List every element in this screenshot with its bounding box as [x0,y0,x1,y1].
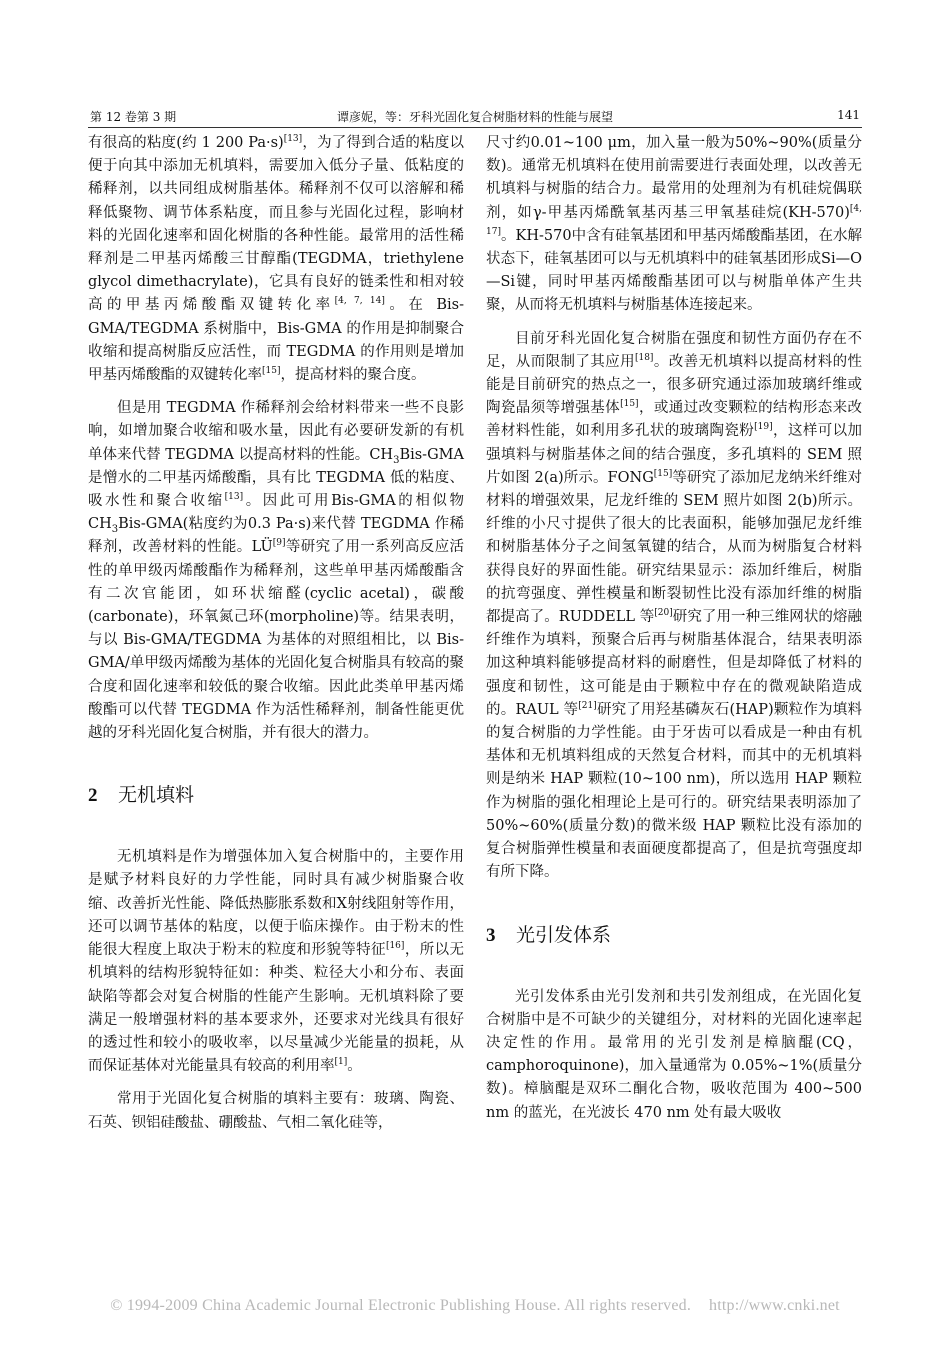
citation: [19] [754,422,773,433]
running-title: 谭彦妮，等：牙科光固化复合树脂材料的性能与展望 [336,110,613,124]
journal-issue: 第 12 卷第 3 期 [90,110,177,124]
citation: [9] [272,538,286,549]
page-number: 141 [837,108,860,122]
section-heading: 3 光引发体系 [486,923,612,946]
citation: [21] [578,701,597,712]
citation: [13] [283,134,303,145]
citation: [4, 7, 14] [334,296,385,307]
footer-url[interactable]: http://www.cnki.net [709,1297,840,1314]
citation: [1] [334,1057,348,1068]
citation: [13] [224,492,244,503]
citation: [15] [653,469,673,480]
copyright-text: © 1994-2009 China Academic Journal Electronic Publishing House. All rights reserved. [110,1297,692,1314]
right-column [486,132,862,1125]
paragraph: 但是用 TEGDMA 作稀释剂会给材料带来一些不良影响，如增加聚合收缩和吸水量，因此有必要研发新的有机单体来代替 TEGDMA 以提高材料的性能。$CH_3Bis$-GMA 是憎水的二甲基丙烯酸酯，具有比 TEGDMA 低的粘度、吸水性和聚合收缩[13]。因此可用Bis-GMA的相似物$CH_3Bis-GMA$(粘度约为0.3 Pa·s)来代替 TEGDMA 作稀释剂，改善材料的性能。LÜ[9]等研究了用一系列高反应活性的单甲级丙烯酸酯作为稀释剂，这些单甲基丙烯酸酯含有二次官能团，如环状缩醛(cyclic acetal)，碳酸(carbonate)，环氧氮己环(morpholine)等。结果表明，与以 Bis-GMA/TEGDMA 为基体的对照组相比，以 Bis-GMA/单甲级丙烯酸为基体的光固化复合树脂具有较高的聚合度和固化速率和较低的聚合收缩。因此此类单甲基丙烯酸酯可以代替 TEGDMA 作为活性稀释剂，制备性能更优越的牙科光固化复合树脂，并有很大的潜力。 [88,400,465,742]
citation: [20] [654,608,673,619]
paragraph: 有很高的粘度(约 1 200 Pa·s)[13]，为了得到合适的粘度以便于向其中添加无机填料，需要加入低分子量、低粘度的稀释剂，以共同组成树脂基体。稀释剂不仅可以溶解和稀释低聚物、调节体系粘度，而且参与光固化过程，影响材料的光固化速率和固化树脂的各种性能。最常用的活性稀释剂是二甲基丙烯酸三甘醇酯(TEGDMA，triethylene glycol dimethacrylate)，它具有良好的链柔性和相对较高的甲基丙烯酸酯双键转化率[4, 7, 14]。在 Bis-GMA/TEGDMA 系树脂中，Bis-GMA 的作用是抑制聚合收缩和提高树脂反应活性，而 TEGDMA 的作用则是增加甲基丙烯酸酯的双键转化率[15]，提高材料的聚合度。 [88,134,465,384]
section-heading: 2 无机填料 [88,784,195,807]
citation: [4, 17] [486,203,862,237]
paragraph: 目前牙科光固化复合树脂在强度和韧性方面仍存在不足，从而限制了其应用[18]。改善无机填料以提高材料的性能是目前研究的热点之一，很多研究通过添加玻璃纤维或陶瓷晶须等增强基体[15]，或通过改变颗粒的结构形态来改善材料性能，如利用多孔状的玻璃陶瓷粉[19]，这样可以加强填料与树脂基体之间的结合强度，多孔填料的 SEM 照片如图 2(a)所示。FONG[15]等研究了添加尼龙纳米纤维对材料的增强效果，尼龙纤维的 SEM 照片如图 2(b)所示。纤维的小尺寸提供了很大的比表面积，能够加强尼龙纤维和树脂基体分子之间氢氧键的结合，从而为树脂复合材料获得良好的界面性能。研究结果显示：添加纤维后，树脂的抗弯强度、弹性模量和断裂韧性比没有添加纤维的树脂都提高了。RUDDELL 等[20]研究了用一种三维网状的熔融纤维作为填料，预聚合后再与树脂基体混合，结果表明添加这种填料能够提高材料的耐磨性，但是却降低了材料的强度和韧性，这可能是由于颗粒中存在的微观缺陷造成的。RAUL 等[21]研究了用羟基磷灰石(HAP)颗粒作为填料的复合树脂的力学性能。由于牙齿可以看成是一种由有机基体和无机填料组成的天然复合材料，而其中的无机填料则是纳米 HAP 颗粒(10~100 nm)，所以选用 HAP 颗粒作为树脂的强化相理论上是可行的。研究结果表明添加了 50%~60%(质量分数)的微米级 HAP 颗粒比没有添加的复合树脂弹性模量和表面硬度都提高了，但是抗弯强度却有所下降。 [486,330,863,881]
paragraph: 尺寸约0.01~100 μm，加入量一般为50%~90%(质量分数)。通常无机填料在使用前需要进行表面处理，以改善无机填料与树脂的结合力。最常用的处理剂为有机硅烷偶联剂，如γ-甲基丙烯酰氧基丙基三甲氧基硅烷(KH-570)[4, 17]。KH-570中含有硅氧基团和甲基丙烯酸酯基团，在水解状态下，硅氧基团可以与无机填料中的硅氧基团形成Si—O—Si键，同时甲基丙烯酸酯基团可以与树脂单体产生共聚，从而将无机填料与树脂基体连接起来。 [486,135,862,314]
citation: [15] [262,366,281,377]
paragraph: 光引发体系由光引发剂和共引发剂组成，在光固化复合树脂中是不可缺少的关键组分，对材料的光固化速率起决定性的作用。最常用的光引发剂是樟脑醌(CQ，camphoroquinone)，加入量通常为 0.05%~1%(质量分数)。樟脑醌是双环二酮化合物，吸收范围为 400~500 nm 的蓝光，在光波长 470 nm 处有最大吸收 [486,988,862,1121]
citation: [15] [620,399,639,410]
copyright-footer [0,1297,950,1315]
left-column [88,132,464,1135]
paragraph: 无机填料是作为增强体加入复合树脂中的，主要作用是赋予材料良好的力学性能，同时具有减少树脂聚合收缩、改善折光性能、降低热膨胀系数和X射线阻射等作用，还可以调节基体的粘度，以便于临床操作。由于粉末的性能很大程度上取决于粉末的粒度和形貌等特征[16]，所以无机填料的结构形貌特征如：种类、粒径大小和分布、表面缺陷等都会对复合树脂的性能产生影响。无机填料除了要满足一般增强材料的基本要求外，还要求对光线具有很好的透过性和较小的吸收率，以尽量减少光能量的损耗，从而保证基体对光能量具有较高的利用率[1]。 [88,849,465,1075]
citation: [16] [385,941,405,952]
citation: [18] [634,353,654,363]
running-header [88,107,862,128]
paragraph: 常用于光固化复合树脂的填料主要有：玻璃、陶瓷、石英、钡铝硅酸盐、硼酸盐、气相二氧化硅等， [88,1091,464,1131]
